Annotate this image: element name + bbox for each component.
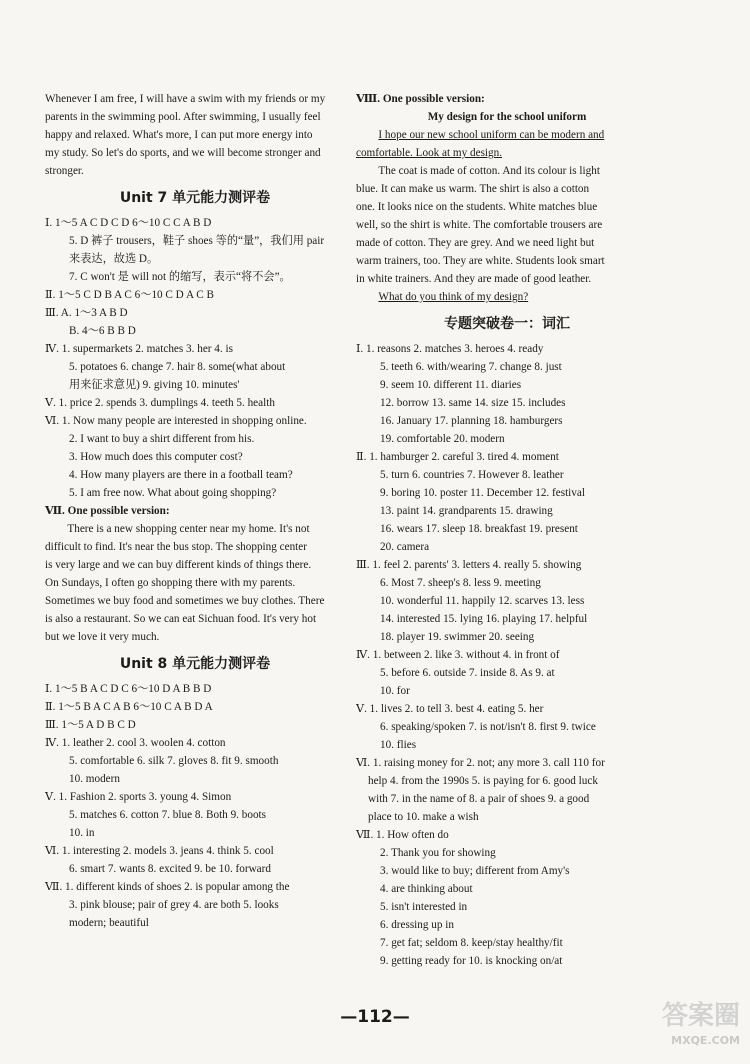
essay-body: [356, 162, 658, 288]
answer-line: 10. modern: [69, 773, 120, 785]
answer-line: B. 4～6 B B D: [69, 325, 136, 337]
answer-line: with 7. in the name of 8. a pair of shoes 9. a good: [368, 793, 590, 805]
answer-line: 19. comfortable 20. modern: [380, 433, 505, 445]
answer-line: 5. turn 6. countries 7. However 8. leather: [380, 469, 564, 481]
answer-line: 2. I want to buy a shirt different from his.: [69, 433, 255, 445]
answer-line: Ⅴ. 1. price 2. spends 3. dumplings 4. teeth 5. health: [45, 397, 275, 409]
answer-line: 12. borrow 13. same 14. size 15. includes: [380, 397, 566, 409]
essay-line: There is a new shopping center near my home. It's not: [67, 523, 310, 535]
answer-line: 4. are thinking about: [380, 883, 473, 895]
essay-line: is very large and we can buy different kinds of things there.: [45, 559, 312, 571]
essay-line: difficult to find. It's near the bus stop. The shopping center: [45, 541, 307, 553]
answer-line: Ⅰ. 1. reasons 2. matches 3. heroes 4. ready: [356, 343, 544, 355]
answer-line: 13. paint 14. grandparents 15. drawing: [380, 505, 553, 517]
page-number: —112—: [340, 1007, 410, 1027]
answer-line: 2. Thank you for showing: [380, 847, 496, 859]
answer-line: modern; beautiful: [69, 917, 149, 929]
answer-line: Ⅶ. 1. How often do: [356, 829, 449, 841]
answer-line: 10. in: [69, 827, 95, 839]
unit8-answers: [45, 680, 345, 932]
answer-line: Ⅲ. A. 1～3 A B D: [45, 307, 128, 319]
unit7-essay-label: Ⅶ. One possible version:: [45, 505, 170, 517]
watermark-logo: [590, 1000, 740, 1060]
answer-line: 3. How much does this computer cost?: [69, 451, 243, 463]
answer-line: 7. C won't 是 will not 的缩写，表示“将不会”。: [69, 271, 291, 283]
intro-line: my study. So let's do sports, and we will become stronger and: [45, 147, 321, 159]
answer-line: help 4. from the 1990s 5. is paying for 6. good luck: [368, 775, 598, 787]
answer-line: Ⅵ. 1. raising money for 2. not; any more 3. call 110 for: [356, 757, 605, 769]
essay-line: but we love it very much.: [45, 631, 160, 643]
essay-line: one. It looks nice on the students. White matches blue: [356, 201, 598, 213]
answer-line: 5. potatoes 6. change 7. hair 8. some(what about: [69, 361, 286, 373]
answer-line: 10. flies: [380, 739, 417, 751]
essay-line: The coat is made of cotton. And its colour is light: [378, 165, 600, 177]
answer-line: 9. seem 10. different 11. diaries: [380, 379, 522, 391]
answer-line: 5. D 裤子 trousers，鞋子 shoes 等的“量”，我们用 pair: [69, 235, 325, 247]
essay-underlined-line: comfortable. Look at my design.: [356, 147, 503, 159]
left-column: [45, 90, 345, 932]
right-column: [356, 90, 658, 970]
answer-line: 5. before 6. outside 7. inside 8. As 9. at: [380, 667, 555, 679]
answer-line: Ⅴ. 1. lives 2. to tell 3. best 4. eating 5. her: [356, 703, 544, 715]
essay-line: in white trainers. And they are made of good leather.: [356, 273, 592, 285]
intro-line: parents in the swimming pool. After swimming, I usually feel: [45, 111, 321, 123]
answer-line: 14. interested 15. lying 16. playing 17. helpful: [380, 613, 588, 625]
answer-line: Ⅲ. 1. feel 2. parents' 3. letters 4. really 5. showing: [356, 559, 582, 571]
unit7-title: Unit 7 单元能力测评卷: [119, 190, 271, 206]
answer-line: 16. wears 17. sleep 18. breakfast 19. present: [380, 523, 578, 535]
essay-line: warm trainers, too. They are white. Students look smart: [356, 255, 605, 267]
answer-line: 5. teeth 6. with/wearing 7. change 8. just: [380, 361, 562, 373]
answer-line: 5. isn't interested in: [380, 901, 468, 913]
answer-line: Ⅴ. 1. Fashion 2. sports 3. young 4. Simon: [45, 791, 232, 803]
unit7-essay: [45, 520, 345, 646]
vocab-answers: [356, 340, 658, 970]
intro-line: stronger.: [45, 165, 84, 177]
answer-line: Ⅳ. 1. leather 2. cool 3. woolen 4. cotton: [45, 737, 226, 749]
answer-line: 6. smart 7. wants 8. excited 9. be 10. forward: [69, 863, 271, 875]
answer-line: Ⅳ. 1. between 2. like 3. without 4. in front of: [356, 649, 560, 661]
vocab-title: 专题突破卷一：词汇: [444, 316, 570, 332]
watermark-url: MXQE.COM: [671, 1034, 740, 1047]
unit7-answers: [45, 214, 345, 502]
answer-line: 4. How many players are there in a football team?: [69, 469, 293, 481]
answer-line: Ⅱ. 1～5 C D B A C 6～10 C D A C B: [45, 289, 214, 301]
answer-line: 9. boring 10. poster 11. December 12. festival: [380, 487, 585, 499]
answer-line: 5. comfortable 6. silk 7. gloves 8. fit 9. smooth: [69, 755, 279, 767]
intro-line: Whenever I am free, I will have a swim with my friends or my: [45, 93, 326, 105]
answer-line: 10. wonderful 11. happily 12. scarves 13. less: [380, 595, 585, 607]
essay-title: My design for the school uniform: [427, 111, 587, 123]
answer-line: 3. pink blouse; pair of grey 4. are both 5. looks: [69, 899, 279, 911]
essay-line: is also a restaurant. So we can eat Sichuan food. It's very hot: [45, 613, 317, 625]
answer-line: Ⅵ. 1. Now many people are interested in shopping online.: [45, 415, 307, 427]
answer-line: Ⅱ. 1～5 B A C A B 6～10 C A B D A: [45, 701, 213, 713]
essay-underlined-intro: [356, 126, 658, 162]
essay-label: Ⅷ. One possible version:: [356, 93, 485, 105]
answer-line: 5. matches 6. cotton 7. blue 8. Both 9. boots: [69, 809, 267, 821]
answer-line: 3. would like to buy; different from Amy's: [380, 865, 570, 877]
answer-line: 18. player 19. swimmer 20. seeing: [380, 631, 535, 643]
answer-line: Ⅰ. 1～5 B A C D C 6～10 D A B B D: [45, 683, 212, 695]
answer-line: 9. getting ready for 10. is knocking on/at: [380, 955, 563, 967]
answer-line: 20. camera: [380, 541, 430, 553]
answer-line: 用来征求意见) 9. giving 10. minutes': [69, 379, 240, 391]
answer-line: 6. Most 7. sheep's 8. less 9. meeting: [380, 577, 541, 589]
answer-line: 来表达，故选 D。: [69, 253, 159, 265]
essay-closing: What do you think of my design?: [378, 291, 529, 303]
answer-line: Ⅶ. 1. different kinds of shoes 2. is popular among the: [45, 881, 290, 893]
essay-line: made of cotton. They are grey. And we need light but: [356, 237, 595, 249]
essay-line: Sometimes we buy food and sometimes we buy clothes. There: [45, 595, 325, 607]
answer-line: 6. dressing up in: [380, 919, 454, 931]
essay-line: blue. It can make us warm. The shirt is also a cotton: [356, 183, 590, 195]
answer-line: Ⅰ. 1～5 A C D C D 6～10 C C A B D: [45, 217, 212, 229]
essay-underlined-line: I hope our new school uniform can be modern and: [378, 129, 605, 141]
essay-line: well, so the shirt is white. The comfortable trousers are: [356, 219, 603, 231]
answer-line: Ⅱ. 1. hamburger 2. careful 3. tired 4. moment: [356, 451, 559, 463]
intro-paragraph: [45, 90, 345, 180]
answer-line: Ⅵ. 1. interesting 2. models 3. jeans 4. think 5. cool: [45, 845, 274, 857]
answer-line: Ⅲ. 1～5 A D B C D: [45, 719, 136, 731]
answer-line: Ⅳ. 1. supermarkets 2. matches 3. her 4. is: [45, 343, 233, 355]
answer-line: 16. January 17. planning 18. hamburgers: [380, 415, 563, 427]
answer-line: place to 10. make a wish: [368, 811, 479, 823]
essay-line: On Sundays, I often go shopping there with my parents.: [45, 577, 296, 589]
answer-line: 10. for: [380, 685, 410, 697]
answer-line: 5. I am free now. What about going shopping?: [69, 487, 277, 499]
unit8-title: Unit 8 单元能力测评卷: [119, 656, 271, 672]
answer-line: 7. get fat; seldom 8. keep/stay healthy/fit: [380, 937, 563, 949]
intro-line: happy and relaxed. What's more, I can put more energy into: [45, 129, 313, 141]
watermark-text: 答案圈: [661, 1001, 740, 1031]
answer-line: 6. speaking/spoken 7. is not/isn't 8. first 9. twice: [380, 721, 596, 733]
